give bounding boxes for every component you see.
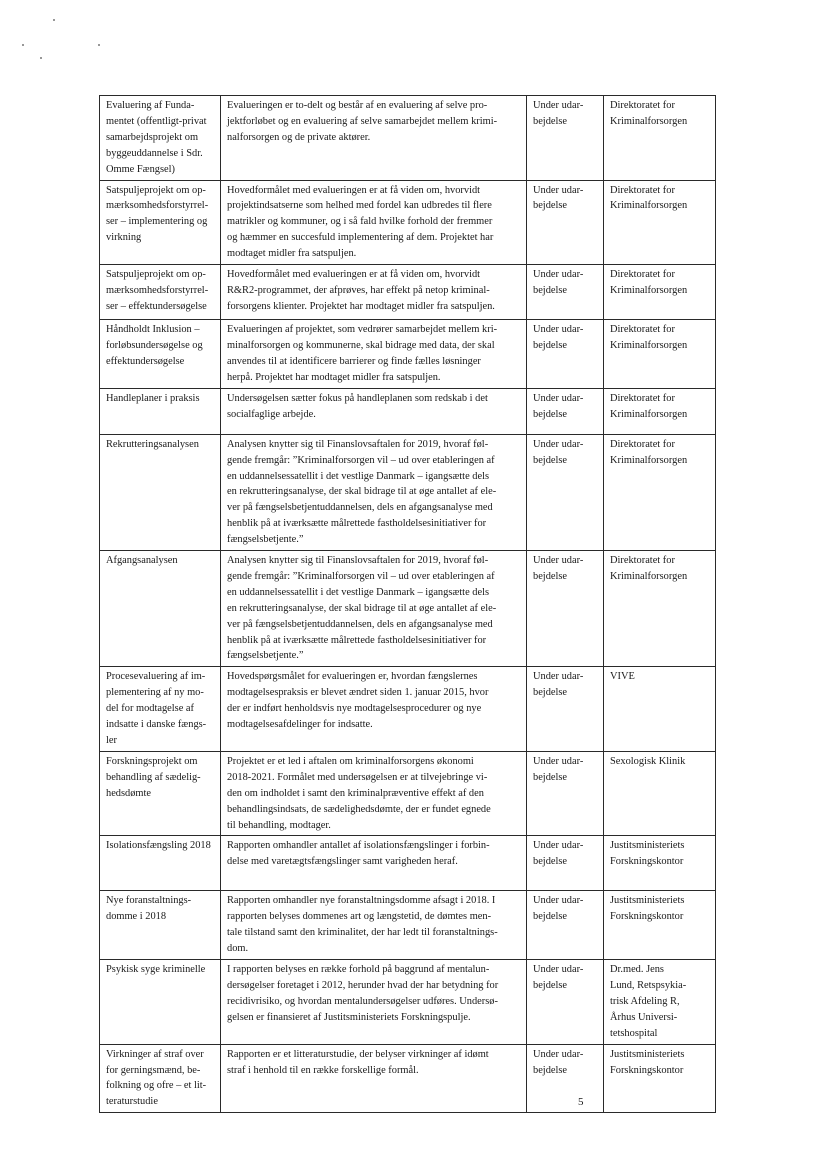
row-description: Analysen knytter sig til Finanslovsaftalen for 2019, hvoraf føl- gende fremgår: ”Kriminalforsorgen vil – ud over etableringen af en uddannelsessatellit i det vestlige Danmark – igangsætte dels en rekrutteringsanalyse, der skal bidrage til at øge antallet af ele- ver på fængselsbetjentuddannelsen, dels en afgangsanalyse med henblik på at iværksætte målrettede fastholdelsesinitiativer for fængselsbetjente.” [221,434,527,550]
row-title: Håndholdt Inklusion – forløbsundersøgelse og effektundersøgelse [100,320,221,389]
row-status: Under udar- bejdelse [527,667,604,752]
table-row [100,751,716,836]
table-row [100,1044,716,1113]
row-status: Under udar- bejdelse [527,180,604,265]
row-status: Under udar- bejdelse [527,1044,604,1113]
row-responsible: Direktoratet for Kriminalforsorgen [604,388,716,434]
scan-speck [53,19,55,21]
row-status: Under udar- bejdelse [527,96,604,181]
row-description: Evalueringen er to-delt og består af en evaluering af selve pro- jektforløbet og en evaluering af selve samarbejdet mellem krimi- nalforsorgen og de private aktører. [221,96,527,181]
row-status: Under udar- bejdelse [527,891,604,960]
row-description: Hovedformålet med evalueringen er at få viden om, hvorvidt R&R2-programmet, der afprøves, har effekt på netop kriminal- forsorgens klienter. Projektet har modtaget midler fra satspuljen. [221,265,527,320]
row-responsible: Justitsministeriets Forskningskontor [604,1044,716,1113]
row-description: Hovedformålet med evalueringen er at få viden om, hvorvidt projektindsatserne som helhed med fordel kan udbredes til flere matrikler og kommuner, og i så fald hvilke forhold der fremmer og hæmmer en succesfuld implementering af dem. Projektet har modtaget midler fra satspuljen. [221,180,527,265]
row-status: Under udar- bejdelse [527,836,604,891]
table-row [100,320,716,389]
scan-speck [98,44,100,46]
row-title: Evaluering af Funda- mentet (offentligt-privat samarbejdsprojekt om byggeuddannelse i Sdr. Omme Fængsel) [100,96,221,181]
row-responsible: Direktoratet for Kriminalforsorgen [604,180,716,265]
row-title: Procesevaluering af im- plementering af ny mo- del for modtagelse af indsatte i danske fængs- ler [100,667,221,752]
row-title: Satspuljeprojekt om op- mærksomhedsforstyrrel- ser – effektundersøgelse [100,265,221,320]
row-title: Isolationsfængsling 2018 [100,836,221,891]
row-responsible: Direktoratet for Kriminalforsorgen [604,551,716,667]
table-row [100,265,716,320]
row-responsible: Justitsministeriets Forskningskontor [604,836,716,891]
scan-speck [40,57,42,59]
row-responsible: Sexologisk Klinik [604,751,716,836]
row-description: Rapporten omhandler antallet af isolationsfængslinger i forbin- delse med varetægtsfængslinger samt varigheden heraf. [221,836,527,891]
table-row [100,434,716,550]
row-title: Handleplaner i praksis [100,388,221,434]
row-responsible: Dr.med. Jens Lund, Retspsykia- trisk Afdeling R, Århus Universi- tetshospital [604,960,716,1045]
row-title: Satspuljeprojekt om op- mærksomhedsforstyrrel- ser – implementering og virkning [100,180,221,265]
row-description: Rapporten er et litteraturstudie, der belyser virkninger af idømt straf i henhold til en række forskellige formål. [221,1044,527,1113]
row-status: Under udar- bejdelse [527,551,604,667]
table-row [100,388,716,434]
row-description: Analysen knytter sig til Finanslovsaftalen for 2019, hvoraf føl- gende fremgår: ”Kriminalforsorgen vil – ud over etableringen af en uddannelsessatellit i det vestlige Danmark – igangsætte dels en rekrutteringsanalyse, der skal bidrage til at øge antallet af ele- ver på fængselsbetjentuddannelsen, dels en afgangsanalyse med henblik på at iværksætte målrettede fastholdelsesinitiativer for fængselsbetjente.” [221,551,527,667]
table-row [100,180,716,265]
row-responsible: Direktoratet for Kriminalforsorgen [604,434,716,550]
table-row [100,891,716,960]
row-responsible: VIVE [604,667,716,752]
table-row [100,96,716,181]
row-description: Rapporten omhandler nye foranstaltningsdomme afsagt i 2018. I rapporten belyses dommenes art og længstetid, de dømtes men- tale tilstand samt den kriminalitet, der har ledt til foranstaltnings- dom. [221,891,527,960]
row-title: Afgangsanalysen [100,551,221,667]
row-responsible: Direktoratet for Kriminalforsorgen [604,96,716,181]
row-description: Evalueringen af projektet, som vedrører samarbejdet mellem kri- minalforsorgen og kommunerne, skal bidrage med data, der skal anvendes til at identificere barrierer og finde fælles løsninger herpå. Projektet har modtaget midler fra satspuljen. [221,320,527,389]
table-row [100,836,716,891]
row-status: Under udar- bejdelse [527,320,604,389]
row-responsible: Direktoratet for Kriminalforsorgen [604,265,716,320]
scan-speck [22,44,24,46]
row-description: I rapporten belyses en række forhold på baggrund af mentalun- dersøgelser foretaget i 2012, herunder hvad der har betydning for recidivrisiko, og hvordan mentalundersøgelser udføres. Undersø- gelsen er finansieret af Justitsministeriets Forskningspulje. [221,960,527,1045]
row-status: Under udar- bejdelse [527,960,604,1045]
row-status: Under udar- bejdelse [527,265,604,320]
research-projects-table [99,95,716,1113]
row-title: Forskningsprojekt om behandling af sædelig- hedsdømte [100,751,221,836]
row-responsible: Direktoratet for Kriminalforsorgen [604,320,716,389]
table-row [100,551,716,667]
row-description: Hovedspørgsmålet for evalueringen er, hvordan fængslernes modtagelsespraksis er blevet ændret siden 1. januar 2015, hvor der er indført henholdsvis nye modtagelsesprocedurer og nye modtagelsesafdelinger for indsatte. [221,667,527,752]
row-title: Virkninger af straf over for gerningsmænd, be- folkning og ofre – et lit- teraturstudie [100,1044,221,1113]
row-title: Nye foranstaltnings- domme i 2018 [100,891,221,960]
table-row [100,667,716,752]
row-description: Projektet er et led i aftalen om kriminalforsorgens økonomi 2018-2021. Formålet med undersøgelsen er at tilvejebringe vi- den om indholdet i samt den kriminalpræventive effekt af den behandlingsindsats, de sædelighedsdømte, der er fundet egnede til behandling, modtager. [221,751,527,836]
page-number: 5 [578,1096,584,1108]
row-status: Under udar- bejdelse [527,751,604,836]
row-status: Under udar- bejdelse [527,388,604,434]
row-responsible: Justitsministeriets Forskningskontor [604,891,716,960]
row-title: Psykisk syge kriminelle [100,960,221,1045]
row-status: Under udar- bejdelse [527,434,604,550]
row-title: Rekrutteringsanalysen [100,434,221,550]
row-description: Undersøgelsen sætter fokus på handleplanen som redskab i det socialfaglige arbejde. [221,388,527,434]
table-row [100,960,716,1045]
